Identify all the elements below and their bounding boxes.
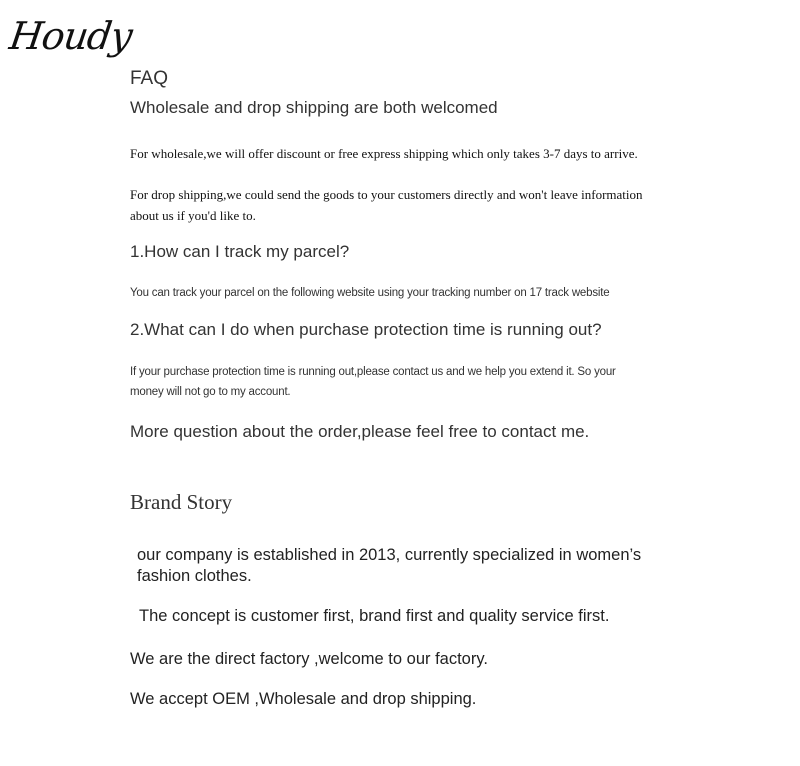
brand-story-intro-line-1: our company is established in 2013, currently specialized in women’s bbox=[137, 546, 642, 564]
brand-story-intro-line-2: fashion clothes. bbox=[137, 567, 252, 585]
faq-question-1: 1.How can I track my parcel? bbox=[130, 242, 350, 261]
dropship-note-line-1: For drop shipping,we could send the goods to your customers directly and won't leave information bbox=[130, 187, 643, 202]
brand-story-accept: We accept OEM ,Wholesale and drop shipping. bbox=[130, 690, 477, 708]
faq-subtitle: Wholesale and drop shipping are both welcomed bbox=[130, 98, 498, 117]
dropship-note-line-2: about us if you'd like to. bbox=[130, 208, 256, 223]
brand-logo: Houdy bbox=[6, 14, 135, 58]
faq-answer-2-line-1: If your purchase protection time is running out,please contact us and we help you extend it. So your bbox=[130, 366, 616, 378]
wholesale-note bbox=[130, 143, 638, 164]
wholesale-note-text: For wholesale,we will offer discount or free express shipping which only takes 3-7 days to arrive. bbox=[130, 146, 638, 161]
brand-story-title: Brand Story bbox=[130, 490, 233, 514]
faq-title: FAQ bbox=[130, 68, 169, 89]
brand-story-factory: We are the direct factory ,welcome to our factory. bbox=[130, 650, 488, 668]
faq-more-questions: More question about the order,please feel free to contact me. bbox=[130, 422, 590, 441]
faq-answer-2-line-2: money will not go to my account. bbox=[130, 386, 291, 398]
faq-question-2: 2.What can I do when purchase protection time is running out? bbox=[130, 320, 602, 339]
brand-story-concept: The concept is customer first, brand first and quality service first. bbox=[139, 607, 610, 625]
dropship-note bbox=[130, 184, 643, 226]
faq-answer-1-line-1: You can track your parcel on the following website using your tracking number on 17 track website bbox=[130, 287, 610, 299]
brand-story-intro bbox=[137, 545, 641, 587]
faq-answer-2 bbox=[130, 362, 616, 402]
faq-answer-1 bbox=[130, 283, 609, 303]
